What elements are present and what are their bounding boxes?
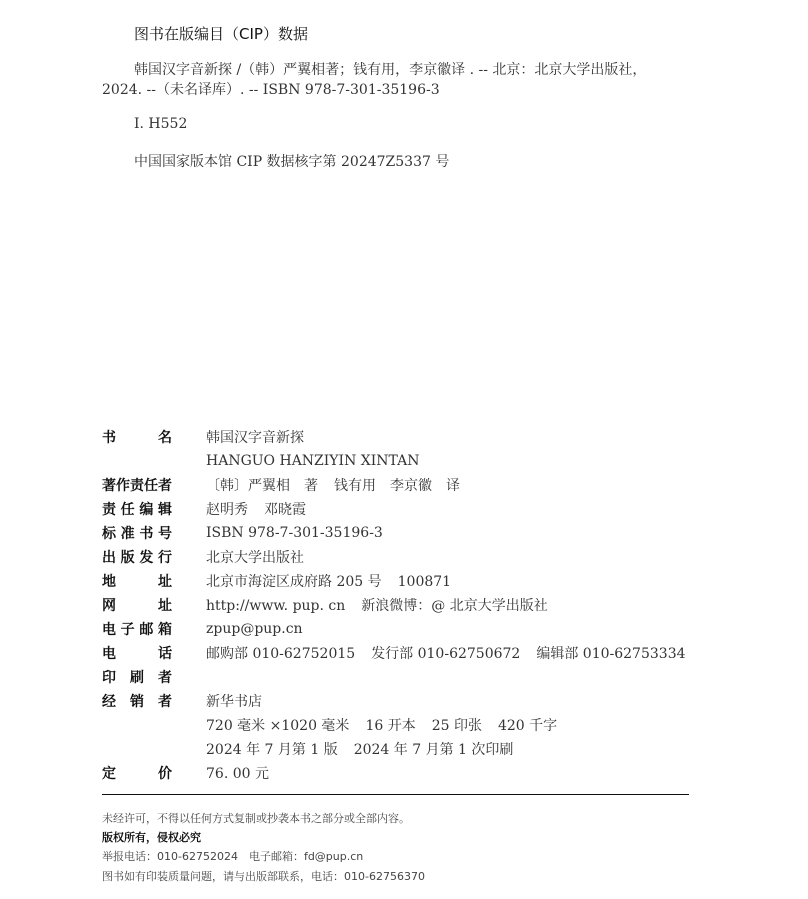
cip-title: 图书在版编目（CIP）数据 <box>134 25 308 43</box>
info-label: 定价 <box>102 766 172 782</box>
info-value-part: 420 千字 <box>497 718 558 734</box>
footer-notice: 未经许可，不得以任何方式复制或抄袭本书之部分或全部内容。 <box>102 812 410 825</box>
info-row <box>102 714 557 736</box>
info-row <box>102 546 304 568</box>
info-value-part: 2024 年 7 月第 1 次印刷 <box>353 742 514 758</box>
info-value <box>206 547 304 567</box>
footer-report: 举报电话：010-62752024 电子邮箱：fd@pup.cn <box>102 850 364 863</box>
info-value-part: 〔韩〕严翼相 著 <box>206 478 318 494</box>
info-label: 书名 <box>102 430 172 446</box>
info-label: 地址 <box>102 574 172 590</box>
info-label: 著作责任者 <box>102 478 172 494</box>
info-row <box>102 666 206 688</box>
info-value-part: 邓晓霞 <box>264 502 306 518</box>
info-value <box>206 715 557 735</box>
info-label: 电子邮箱 <box>102 622 172 638</box>
info-label: 印刷者 <box>102 670 172 686</box>
info-value-part: http://www. pup. cn <box>206 598 346 614</box>
info-value-part: 新华书店 <box>206 694 262 710</box>
info-row <box>102 618 303 640</box>
info-value-part: zpup@pup.cn <box>206 621 303 637</box>
divider <box>102 794 689 795</box>
info-value-part: 编辑部 010-62753334 <box>536 646 686 662</box>
info-row <box>102 522 383 544</box>
info-value-part: 25 印张 <box>431 718 482 734</box>
info-label: 标准书号 <box>102 526 172 542</box>
info-value-part: 新浪微博：@ 北京大学出版社 <box>361 598 548 614</box>
info-value-part: HANGUO HANZIYIN XINTAN <box>206 453 420 469</box>
cip-classification: Ⅰ. H552 <box>134 116 188 132</box>
info-row <box>102 450 419 472</box>
info-value <box>206 475 460 495</box>
info-value <box>206 525 383 541</box>
info-label: 网址 <box>102 598 172 614</box>
info-value-part: ISBN 978-7-301-35196-3 <box>206 525 383 541</box>
info-row <box>102 762 269 784</box>
info-value <box>206 499 306 519</box>
footer-rights: 版权所有，侵权必究 <box>102 831 201 844</box>
info-value-part: 钱有用 李京徽 译 <box>334 478 460 494</box>
info-label: 电话 <box>102 646 172 662</box>
info-label: 出版发行 <box>102 550 172 566</box>
cip-line-1: 韩国汉字音新探 /（韩）严翼相著；钱有用，李京徽译 . -- 北京：北京大学出版社， <box>134 62 647 78</box>
info-value-part: 北京大学出版社 <box>206 550 304 566</box>
info-value <box>206 427 304 447</box>
info-value <box>206 621 303 637</box>
info-value-part: 邮购部 010-62752015 <box>206 646 356 662</box>
info-value-part: 100871 <box>397 574 452 590</box>
info-row <box>102 426 304 448</box>
info-value <box>206 453 419 469</box>
info-label: 经销者 <box>102 694 172 710</box>
info-row <box>102 594 548 616</box>
info-value-part: 赵明秀 <box>206 502 248 518</box>
footer-quality: 图书如有印装质量问题，请与出版部联系，电话：010-62756370 <box>102 870 425 883</box>
info-row <box>102 738 513 760</box>
info-row <box>102 570 451 592</box>
info-value <box>206 691 262 711</box>
info-value-part: 16 开本 <box>365 718 416 734</box>
info-row <box>102 474 460 496</box>
cip-verification: 中国国家版本馆 CIP 数据核字第 20247Z5337 号 <box>134 154 450 170</box>
info-value <box>206 571 451 591</box>
info-value-part: 韩国汉字音新探 <box>206 430 304 446</box>
info-value <box>206 595 548 615</box>
info-value-part: 发行部 010-62750672 <box>371 646 521 662</box>
info-value-part: 北京市海淀区成府路 205 号 <box>206 574 382 590</box>
info-value-part: 2024 年 7 月第 1 版 <box>206 742 338 758</box>
info-value <box>206 643 686 663</box>
info-value <box>206 763 269 783</box>
info-label: 责任编辑 <box>102 502 172 518</box>
info-row <box>102 498 306 520</box>
info-value-part: 76. 00 元 <box>206 766 269 782</box>
cip-line-2: 2024. --（未名译库）. -- ISBN 978-7-301-35196-3 <box>102 82 440 98</box>
info-row <box>102 642 686 664</box>
info-value <box>206 739 513 759</box>
info-row <box>102 690 262 712</box>
info-value-part: 720 毫米 ×1020 毫米 <box>206 718 350 734</box>
